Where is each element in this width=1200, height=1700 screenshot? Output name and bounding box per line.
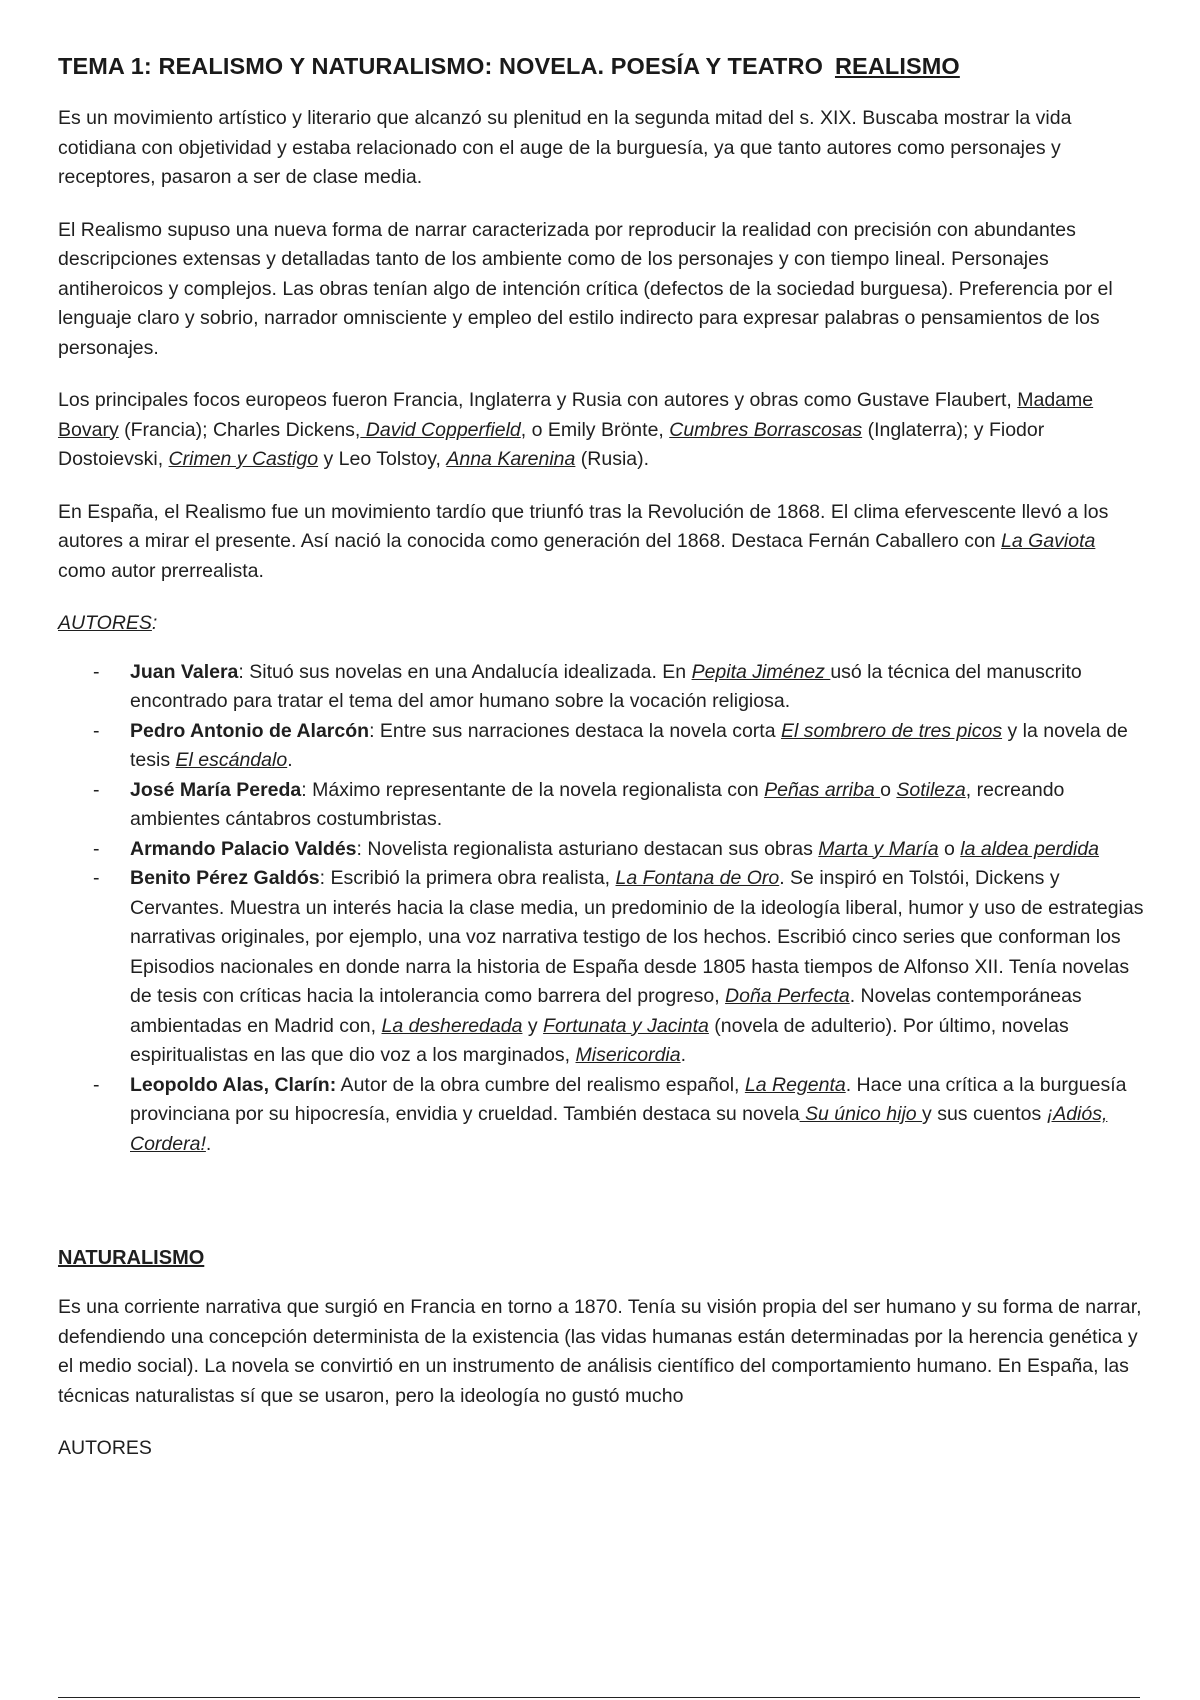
work-title: Sotileza — [896, 778, 966, 801]
title-main: TEMA 1: REALISMO Y NATURALISMO: NOVELA. POESÍA Y TEATRO — [58, 53, 823, 79]
work-title: Su único hijo — [799, 1103, 923, 1125]
list-item: - Armando Palacio Valdés: Novelista regionalista asturiano destacan sus obras Marta y María o la aldea perdida — [130, 835, 1148, 865]
work-title: Anna Karenina — [446, 448, 576, 470]
list-item: - José María Pereda: Máximo representante de la novela regionalista con Peñas arriba o Sotileza, recreando ambientes cántabros costumbristas. — [130, 776, 1148, 835]
work-title: El escándalo — [175, 749, 288, 771]
work-title: David Copperfield — [360, 418, 521, 441]
author-name: Pedro Antonio de Alarcón — [130, 719, 370, 742]
author-name: Leopoldo Alas, Clarín: — [130, 1073, 337, 1096]
realismo-paragraph-4: En España, el Realismo fue un movimiento tardío que triunfó tras la Revolución de 1868. El clima efervescente llevó a los autores a mirar el presente. Así nació la conocida como generación del 1868. Destaca Fernán Caballero con La Gaviota como autor prerrealista. — [58, 500, 1109, 582]
work-title: La Gaviota — [1001, 530, 1096, 552]
page-divider — [58, 1697, 1140, 1698]
authors-label-naturalismo: AUTORES — [58, 1437, 152, 1459]
section-heading-naturalismo: NATURALISMO — [58, 1247, 205, 1269]
list-item: - Benito Pérez Galdós: Escribió la primera obra realista, La Fontana de Oro. Se inspiró en Tolstói, Dickens y Cervantes. Muestra un interés hacia la clase media, un predominio de la ideología liberal, humor y uso de estrategias narrativas originales, por ejemplo, una voz narrativa testigo de los hechos. Escribió cinco series que conforman los Episodios nacionales en donde narra la historia de España desde 1805 hasta tiempos de Alfonso XII. Tenía novelas de tesis con críticas hacia la intolerancia como barrera del progreso, Doña Perfecta. Novelas contemporáneas ambientadas en Madrid con, La desheredada y Fortunata y Jacinta (novela de adulterio). Por último, novelas espiritualistas en las que dio voz a los marginados, Misericordia. — [130, 864, 1148, 1071]
realismo-paragraph-3: Los principales focos europeos fueron Francia, Inglaterra y Rusia con autores y obras como Gustave Flaubert, Madame Bovary (Francia); Charles Dickens, David Copperfield, o Emily Brönte, Cumbres Borrascosas (Inglaterra); y Fiodor Dostoievski, Crimen y Castigo y Leo Tolstoy, Anna Karenina (Rusia). — [58, 389, 1094, 470]
work-title: Peñas arriba — [764, 778, 881, 801]
work-title: Doña Perfecta — [725, 985, 850, 1007]
work-title: Madame Bovary — [58, 389, 1094, 441]
list-item: - Pedro Antonio de Alarcón: Entre sus narraciones destaca la novela corta El sombrero de tres picos y la novela de tesis El escándalo. — [130, 717, 1148, 776]
work-title: Misericordia — [575, 1044, 681, 1066]
author-name: Juan Valera — [130, 660, 239, 683]
work-title: Cumbres Borrascosas — [669, 418, 863, 441]
author-name: Armando Palacio Valdés — [130, 837, 357, 860]
work-title: El sombrero de tres picos — [780, 719, 1003, 742]
work-title: Marta y María — [818, 837, 939, 860]
work-title: La Fontana de Oro — [615, 867, 780, 889]
work-title: la aldea perdida — [960, 837, 1100, 860]
realismo-paragraph-2: El Realismo supuso una nueva forma de narrar caracterizada por reproducir la realidad con precisión con abundantes descripciones extensas y detalladas tanto de los ambiente como de los personajes y con tiempo lineal. Personajes antiheroicos y complejos. Las obras tenían algo de intención crítica (defectos de la sociedad burguesa). Preferencia por el lenguaje claro y sobrio, narrador omnisciente y empleo del estilo indirecto para expresar palabras o pensamientos de los personajes. — [58, 218, 1113, 359]
authors-list — [58, 658, 1148, 1160]
authors-label-realismo: AUTORES: — [58, 612, 158, 634]
work-title: ¡Adiós, Cordera! — [130, 1103, 1108, 1155]
work-title: Crimen y Castigo — [168, 448, 319, 470]
author-name: Benito Pérez Galdós — [130, 867, 320, 889]
document-page — [58, 48, 1148, 1464]
document-title — [58, 48, 1148, 84]
work-title: Pepita Jiménez — [691, 660, 831, 683]
work-title: Fortunata y Jacinta — [543, 1014, 709, 1037]
realismo-paragraph-1: Es un movimiento artístico y literario que alcanzó su plenitud en la segunda mitad del s. XIX. Buscaba mostrar la vida cotidiana con objetividad y estaba relacionado con el auge de la burguesía, ya que tanto autores como personajes y receptores, pasaron a ser de clase media. — [58, 107, 1072, 188]
section-heading-realismo: REALISMO — [834, 53, 960, 79]
list-item: - Juan Valera: Situó sus novelas en una Andalucía idealizada. En Pepita Jiménez usó la técnica del manuscrito encontrado para tratar el tema del amor humano sobre la vocación religiosa. — [130, 658, 1148, 717]
work-title: La desheredada — [381, 1014, 523, 1037]
list-item: - Leopoldo Alas, Clarín: Autor de la obra cumbre del realismo español, La Regenta. Hace una crítica a la burguesía provinciana por su hipocresía, envidia y crueldad. También destaca su novela Su único hijo y sus cuentos ¡Adiós, Cordera!. — [130, 1071, 1148, 1160]
work-title: La Regenta — [744, 1073, 846, 1096]
author-name: José María Pereda — [130, 778, 302, 801]
naturalismo-paragraph-1: Es una corriente narrativa que surgió en Francia en torno a 1870. Tenía su visión propia del ser humano y su forma de narrar, defendiendo una concepción determinista de la existencia (las vidas humanas están determinadas por la herencia genética y el medio social). La novela se convirtió en un instrumento de análisis científico del comportamiento humano. En España, las técnicas naturalistas sí que se usaron, pero la ideología no gustó mucho — [58, 1296, 1142, 1407]
